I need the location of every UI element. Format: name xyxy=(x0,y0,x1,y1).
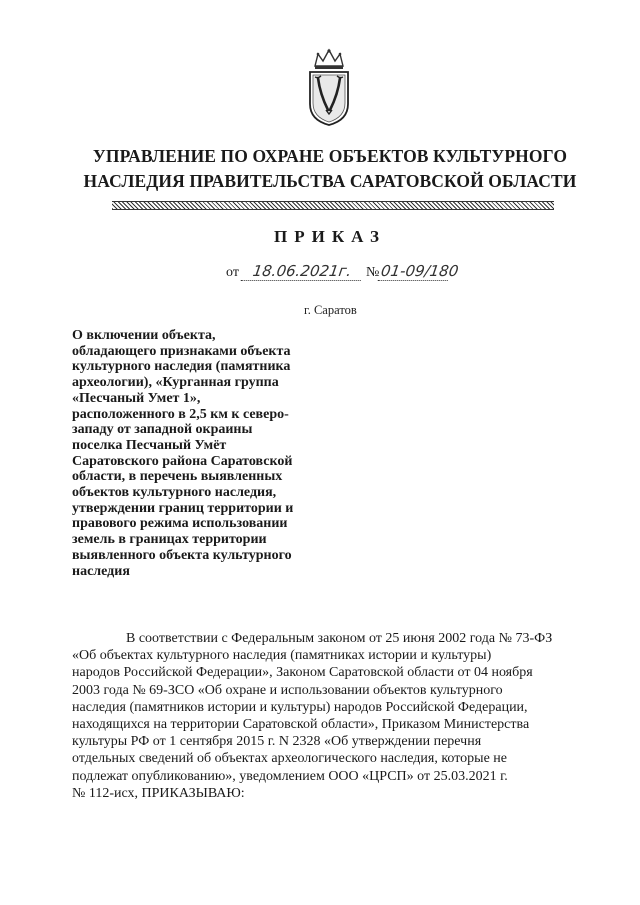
subject-line: поселка Песчаный Умёт xyxy=(72,437,227,453)
number-prefix: № xyxy=(365,265,380,280)
body-line-text: В соответствии с Федеральным законом от 25 июня 2002 года № 73-ФЗ xyxy=(126,631,553,646)
issuing-city: г. Саратов xyxy=(304,303,357,317)
subject-line: расположенного в 2,5 км к северо- xyxy=(72,406,289,422)
subject-line: обладающего признаками объекта xyxy=(72,343,291,359)
subject-line: утверждении границ территории и xyxy=(72,500,294,516)
document-type: ПРИКАЗ xyxy=(274,227,386,246)
body-line-text: 2003 года № 69-ЗСО «Об охране и использовании объектов культурного xyxy=(72,682,503,698)
subject-line: земель в границах территории xyxy=(72,532,267,548)
subject-line: археологии), «Курганная группа xyxy=(72,375,279,391)
subject-line: культурного наследия (памятника xyxy=(72,359,291,375)
body-line-text: культуры РФ от 1 сентября 2015 г. N 2328 «Об утверждении перечня xyxy=(72,734,482,750)
organization-title xyxy=(60,144,600,194)
body-line xyxy=(72,733,584,750)
subject-line: объектов культурного наследия, xyxy=(72,485,277,501)
order-date-handwritten: 18.06.2021г. xyxy=(241,262,364,281)
order-date-number-line xyxy=(226,262,460,281)
subject-line: западу от западной окраины xyxy=(72,422,253,438)
body-line xyxy=(72,785,584,802)
organization-title-line: УПРАВЛЕНИЕ ПО ОХРАНЕ ОБЪЕКТОВ КУЛЬТУРНОГО xyxy=(92,146,568,166)
subject-line: Саратовского района Саратовской xyxy=(72,453,293,469)
header-divider xyxy=(112,201,554,210)
body-line-text: № 112-исх, ПРИКАЗЫВАЮ: xyxy=(72,785,245,801)
subject-line: «Песчаный Умет 1», xyxy=(72,390,201,406)
body-line xyxy=(72,630,584,647)
body-line xyxy=(72,750,584,767)
body-line-text: «Об объектах культурного наследия (памятниках истории и культуры) xyxy=(72,648,492,664)
body-line-text: наследия (памятников истории и культуры) народов Российской Федерации, xyxy=(72,699,528,715)
body-line-text: отдельных сведений об объектах археологического наследия, которые не xyxy=(72,751,507,767)
body-line xyxy=(72,768,584,785)
body-line xyxy=(72,699,584,716)
subject-line: области, в перечень выявленных xyxy=(72,469,283,485)
date-prefix: от xyxy=(226,265,239,280)
body-line xyxy=(72,647,584,664)
body-line xyxy=(72,664,584,681)
order-body xyxy=(72,630,584,802)
subject-line: О включении объекта, xyxy=(72,328,216,343)
saratov-coat-of-arms-icon xyxy=(306,48,352,126)
body-line-text: народов Российской Федерации», Законом Саратовской области от 04 ноября xyxy=(72,665,533,681)
body-line xyxy=(72,682,584,699)
order-subject xyxy=(72,328,332,579)
organization-title-line: НАСЛЕДИЯ ПРАВИТЕЛЬСТВА САРАТОВСКОЙ ОБЛАСТИ xyxy=(83,171,577,191)
subject-line: правового режима использовании xyxy=(72,516,288,532)
body-line xyxy=(72,716,584,733)
body-line-text: находящихся на территории Саратовской области», Приказом Министерства xyxy=(72,717,530,733)
subject-line: выявленного объекта культурного xyxy=(72,547,292,563)
order-number-handwritten: 01-09/180 xyxy=(378,262,451,281)
body-line-text: подлежат опубликованию», уведомлением ООО «ЦРСП» от 25.03.2021 г. xyxy=(72,768,508,784)
subject-line: наследия xyxy=(72,563,130,579)
